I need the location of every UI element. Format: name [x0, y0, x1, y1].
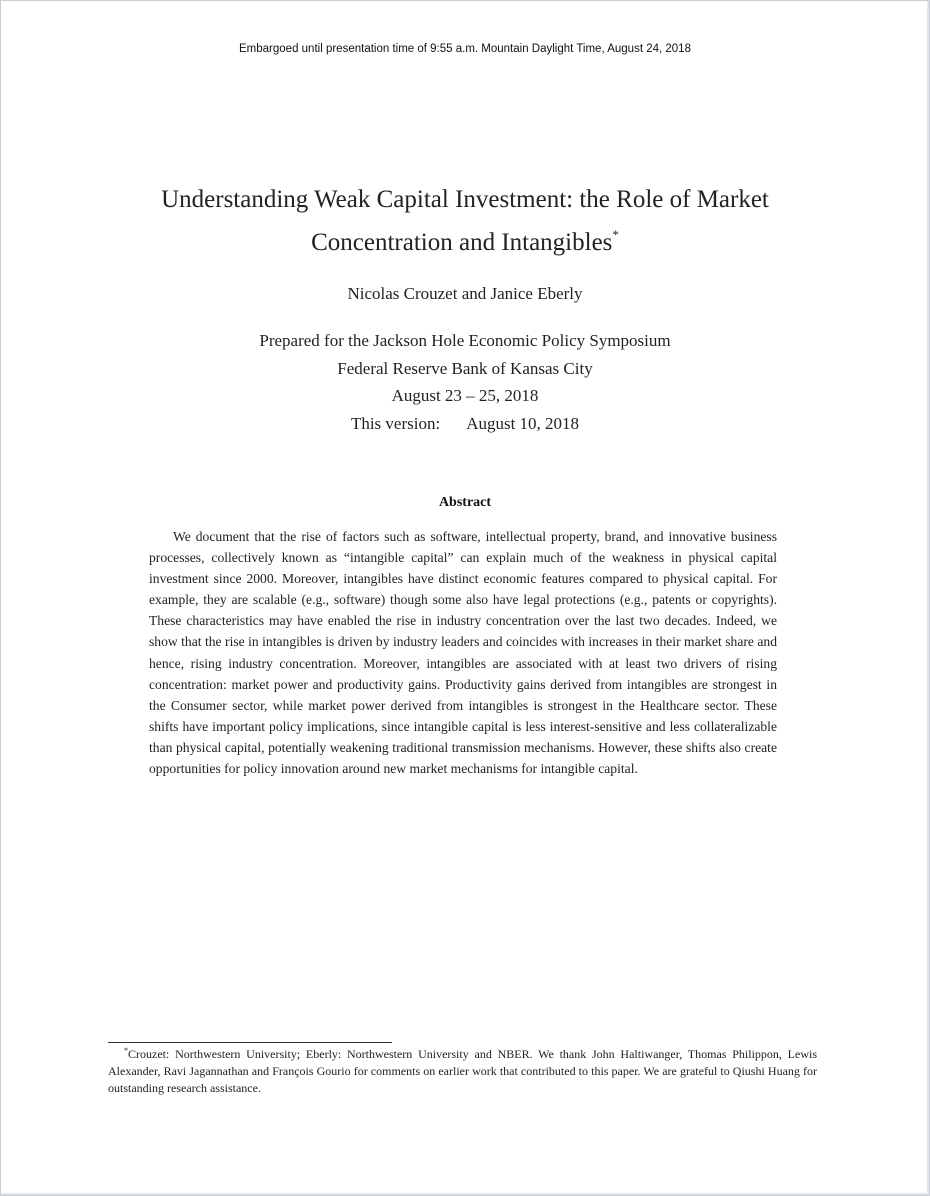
abstract-heading: Abstract: [438, 495, 492, 510]
version-label: This version:: [350, 413, 441, 433]
title-footnote-mark[interactable]: *: [612, 227, 619, 242]
embargo-notice: Embargoed until presentation time of 9:55 a.m. Mountain Daylight Time, August 24, 2018: [239, 43, 691, 55]
authors: Nicolas Crouzet and Janice Eberly: [347, 284, 583, 303]
abstract-body: We document that the rise of factors such as software, intellectual property, brand, and innovative business processes, collectively known as “intangible capital” can explain much of the weakness in physical capital investment since 2000. Moreover, intangibles have distinct economic features compared to physical capital. For example, they are scalable (e.g., software) though some also have legal protections (e.g., patents or copyrights). These characteristics may have enabled the rise in industry concentration over the last two decades. Indeed, we show that the rise in intangibles is driven by industry leaders and coincides with increases in their market share and hence, rising industry concentration. Moreover, intangibles are associated with at least two drivers of rising concentration: market power and productivity gains. Productivity gains derived from intangibles are strongest in the Consumer sector, while market power derived from intangibles is strongest in the Healthcare sector. These shifts have important policy implications, since intangible capital is less interest-sensitive and less collateralizable than physical capital, potentially weakening traditional transmission mechanisms. However, these shifts also create opportunities for policy innovation around new market mechanisms for intangible capital.: [149, 529, 777, 777]
footnote: [108, 1046, 817, 1097]
symposium-dates: August 23 – 25, 2018: [391, 386, 539, 405]
version-date: August 10, 2018: [466, 413, 580, 433]
venue-host: Federal Reserve Bank of Kansas City: [337, 358, 593, 378]
venue-block: [0, 327, 930, 437]
title-line-1: Understanding Weak Capital Investment: the Role of Market: [161, 186, 769, 213]
paper-title: [110, 178, 820, 264]
version-line: [0, 410, 930, 438]
title-line-2: Concentration and Intangibles: [311, 229, 613, 256]
footnote-text: Crouzet: Northwestern University; Eberly: Northwestern University and NBER. We thank John Haltiwanger, Thomas Philippon, Lewis Alexander, Ravi Jagannathan and François Gourio for comments on earlier work that contributed to this paper. We are grateful to Qiushi Huang for outstanding research assistance.: [108, 1047, 817, 1095]
footnote-divider: [108, 1042, 392, 1043]
venue-symposium: Prepared for the Jackson Hole Economic Policy Symposium: [259, 331, 671, 350]
footnote-mark: *: [124, 1046, 128, 1055]
